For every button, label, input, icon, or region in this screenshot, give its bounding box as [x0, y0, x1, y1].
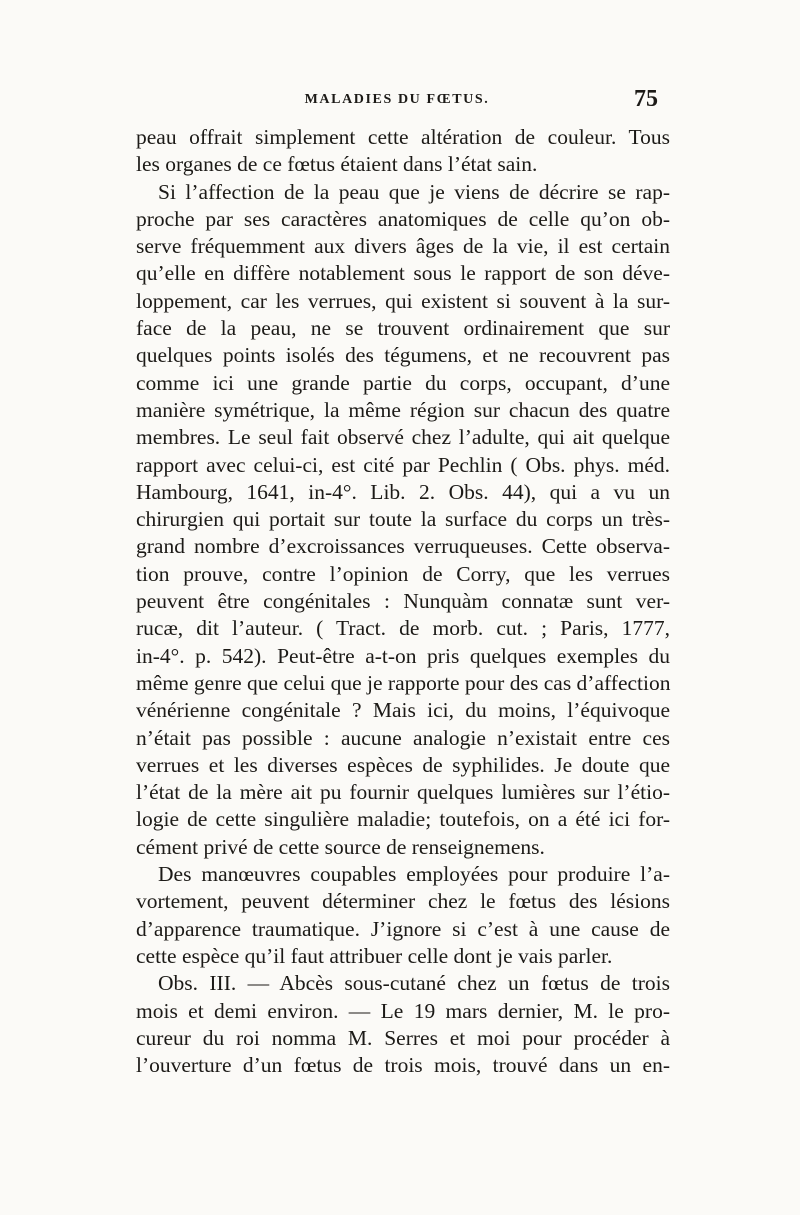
text-line: quelques points isolés des tégumens, et ne recouvrent pas [136, 343, 670, 368]
text-line: n’était pas possible : aucune analogie n’existait entre ces [136, 725, 670, 750]
text-line: les organes de ce fœtus étaient dans l’état sain. [136, 152, 538, 177]
text-line: grand nombre d’excroissances verruqueuses. Cette observa- [136, 534, 670, 559]
text-line: vénérienne congénitale ? Mais ici, du moins, l’équivoque [136, 698, 670, 723]
text-line: manière symétrique, la même région sur chacun des quatre [136, 397, 670, 422]
text-line: même genre que celui que je rapporte pour des cas d’affection [136, 670, 671, 695]
text-line: proche par ses caractères anatomiques de celle qu’on ob- [136, 206, 670, 231]
text-line: chirurgien qui portait sur toute la surface du corps un très- [136, 507, 670, 532]
text-line: Des manœuvres coupables employées pour produire l’a- [158, 862, 670, 887]
text-line: tion prouve, contre l’opinion de Corry, que les verrues [136, 561, 670, 586]
text-line: cureur du roi nomma M. Serres et moi pour procéder à [136, 1025, 670, 1050]
text-line: l’état de la mère ait pu fournir quelques lumières sur l’étio- [136, 780, 670, 805]
text-line: l’ouverture d’un fœtus de trois mois, trouvé dans un en- [136, 1053, 670, 1078]
text-line: serve fréquemment aux divers âges de la vie, il est certain [136, 234, 670, 259]
text-line: Obs. III. — Abcès sous-cutané chez un fœtus de trois [158, 971, 670, 996]
text-line: in-4°. p. 542). Peut-être a-t-on pris quelques exemples du [136, 643, 670, 668]
text-line: cément privé de cette source de renseignemens. [136, 834, 545, 859]
text-line: vortement, peuvent déterminer chez le fœtus des lésions [136, 889, 670, 914]
text-line: Si l’affection de la peau que je viens de décrire se rap- [158, 179, 670, 204]
text-line: comme ici une grande partie du corps, occupant, d’une [136, 370, 670, 395]
text-line: mois et demi environ. — Le 19 mars dernier, M. le pro- [136, 998, 670, 1023]
page-number: 75 [634, 86, 658, 112]
text-line: qu’elle en diffère notablement sous le rapport de son déve- [136, 261, 670, 286]
text-line: rucæ, dit l’auteur. ( Tract. de morb. cut. ; Paris, 1777, [136, 616, 670, 641]
text-line: rapport avec celui-ci, est cité par Pechlin ( Obs. phys. méd. [136, 452, 670, 477]
text-line: peau offrait simplement cette altération de couleur. Tous [136, 125, 670, 149]
text-line: logie de cette singulière maladie; toutefois, on a été ici for- [136, 807, 670, 832]
running-title: MALADIES DU FŒTUS. [304, 92, 490, 107]
text-line: peuvent être congénitales : Nunquàm connatæ sunt ver- [136, 589, 670, 614]
text-line: d’apparence traumatique. J’ignore si c’est à une cause de [136, 916, 670, 941]
text-line: cette espèce qu’il faut attribuer celle dont je vais parler. [136, 943, 613, 968]
text-line: verrues et les diverses espèces de syphilides. Je doute que [136, 752, 670, 777]
text-line: Hambourg, 1641, in-4°. Lib. 2. Obs. 44), qui a vu un [136, 479, 670, 504]
body-text [136, 124, 670, 1079]
page-header [136, 88, 658, 118]
text-line: membres. Le seul fait observé chez l’adulte, qui ait quelque [136, 425, 670, 450]
text-line: face de la peau, ne se trouvent ordinairement que sur [136, 316, 670, 341]
text-line: loppement, car les verrues, qui existent si souvent à la sur- [136, 288, 670, 313]
